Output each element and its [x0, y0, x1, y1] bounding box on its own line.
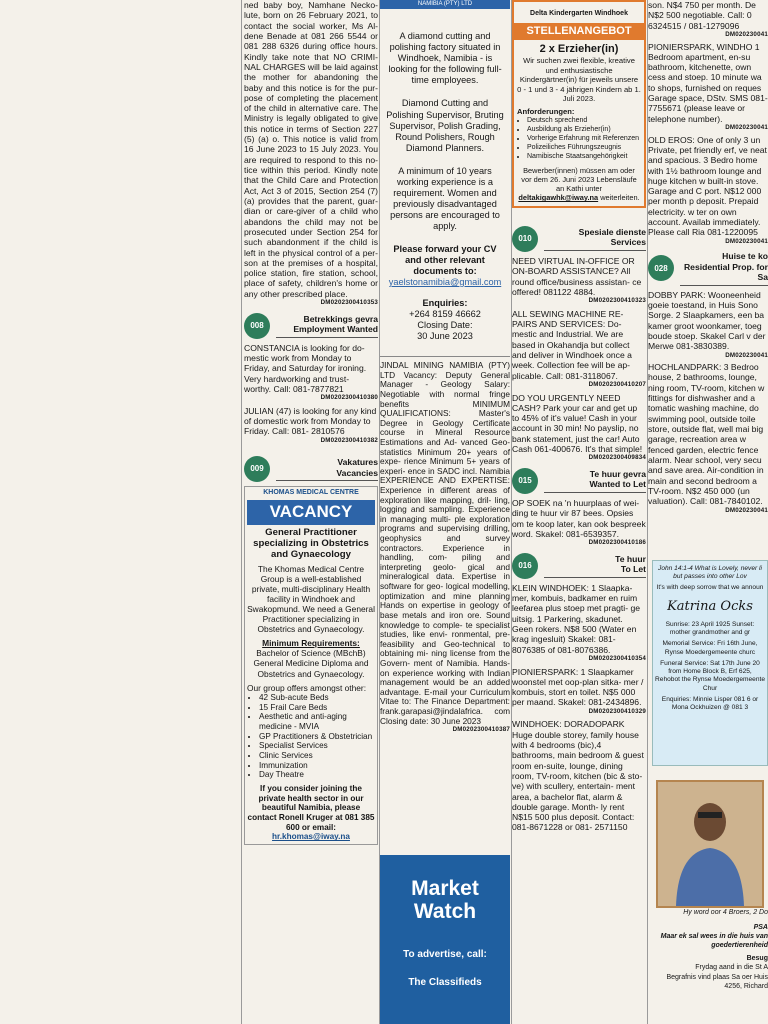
erzieher-body: Wir suchen zwei flexible, kreative und enthusiastische Kindergärtner(in) für jeweils unsere 0 - 1 und 3 - 4 jährigen Kindern ab 1. Juli 2023.	[517, 56, 641, 104]
section-number: 028	[648, 255, 674, 281]
ad-code: DM0202300409834	[588, 454, 646, 462]
memorial-notice	[652, 560, 768, 766]
abandoned-baby-notice: ned baby boy, Namhane Necko- lute, born on 26 February 2021, to contact the social worker, Ms Al- dene Benade at 081 266 5544 or 081 288 6326 during office hours. Kindly take note that NO CRIMI- NAL CHARGES will be laid against the mother for abandoning the baby and this notice is for the pur- pose of completing the placement of the child in alternative care. The Ministry is legally obligated to give this notice in terms of Section 227 (5) (a) o. This notice is valid from 16 June 2023 to 15 July 2023. You are required to respond to this no- tice within this period. Kindly note that the Child Care and Protection Act, Act 3 of 2015, Section 254 (7) (a) provides that the parent, guar- dian or care-giver of a child who abandons the child may not be prosecuted under Section 254 for such abandonment if the child is left in the physical control of a per- son at the premises of a hospital, police station, fire station, school, place of safety, children's home or any other prescribed place.	[244, 0, 378, 299]
ad-code: DM0202300410382	[320, 436, 378, 444]
stellenangebot-banner: STELLENANGEBOT	[514, 23, 644, 40]
section-title: Spesiale dienste Services	[544, 227, 646, 251]
requirements-list	[517, 116, 641, 161]
diamond-date: 30 June 2023	[417, 331, 473, 342]
ad-code: DM0202300410354	[588, 654, 646, 662]
section-title: Betrekkings gevra Employment Wanted	[276, 314, 378, 338]
diamond-closing: Closing Date:	[417, 320, 473, 330]
requirements-heading: Anforderungen:	[517, 106, 575, 116]
notice-fry: Frydag aand in die St A	[695, 964, 768, 972]
kindergarten-email[interactable]: deltakigawhk@iway.na	[518, 193, 599, 203]
memorial-subtitle: It's with deep sorrow that we announ	[656, 584, 764, 592]
offer-item: • Immunization	[259, 761, 375, 771]
ad-huurplaas: OP SOEK na 'n huurplaas of wei- ding te huur vir 87 bees. Opsies om te koop later, kan ook bespreek word. Skakel: 081-6539357.	[512, 497, 646, 539]
offer-item: • GP Practitioners & Obstetrician	[259, 732, 375, 742]
memorial-funeral: Funeral Service: Sat 17th June 20 from Home Block B, Erf 625, Rehobot the Rynse Moedergemeente Chur	[655, 659, 765, 692]
ad-code: DM020230041	[725, 506, 768, 514]
kindergarten-name: Delta Kindergarten Windhoek	[530, 10, 628, 17]
ad-top: son. N$4 750 per month. De N$2 500 negotiable. Call: 0 6324515 / 081-1279096	[648, 0, 756, 31]
diamond-enquiries: Enquiries:	[422, 297, 468, 308]
vacancy-email[interactable]: hr.khomas@iway.na	[272, 832, 350, 842]
vacancy-title: General Practitioner specializing in Obstetrics and Gynaecology	[253, 526, 369, 560]
offers-heading: Our group offers amongst other:	[247, 682, 367, 693]
market-watch-cta: To advertise, call:	[403, 949, 487, 961]
vacancy-banner: VACANCY	[247, 500, 375, 525]
khomas-logo: KHOMAS MEDICAL CENTRE	[263, 489, 359, 497]
section-010	[512, 226, 646, 252]
kindergarten-ad	[512, 0, 646, 208]
notice-verse: Maar ek sal wees in die huis van goedertierenheid	[660, 933, 768, 950]
notice-besug: Besug	[746, 955, 768, 963]
ad-code: DM020230041	[725, 124, 768, 131]
column-3	[380, 0, 510, 989]
section-015	[512, 468, 646, 494]
ad-old-eros: OLD EROS: One of only 3 un Private, pet friendly erf, ve neat and spacious. 3 Bedro home with 1½ bathroom lounge and huge kitchen w built-in stove. Garage and C port. N$12 000 per month p deposit. Prepaid electricity. w ter on own account. Availab immediately. Please call Ria 081-1220095	[648, 134, 767, 238]
section-number: 015	[512, 468, 538, 494]
ad-cash: DO YOU URGENTLY NEED CASH? Park your car and get up to 45% of it's value! Cash in your account in 30 min! No payslip, no bank statement, just the car! Auto Cash 061-400676. It's that simple!	[512, 392, 643, 455]
offer-item: • 15 Frail Care Beds	[259, 703, 375, 713]
ad-klein-windhoek: KLEIN WINDHOEK: 1 Slaapka- mer, kombuis, badkamer en ruim leefarea plus stoep met pragti- ge uitsig. 1 Parkering, skadunet. Geen rokers. N$8 500 (Water en krag ingesluit) Skakel: 081- 8076385 of 081-8076386.	[512, 582, 641, 655]
section-number: 008	[244, 313, 270, 339]
diamond-roles: Diamond Cutting and Polishing Supervisor, Bruting Supervisor, Polish Grading, Round Polishers, Rough Diamond Planners.	[386, 98, 504, 153]
offers-list	[247, 693, 375, 780]
requirement-item: • Ausbildung als Erzieher(in)	[527, 125, 641, 134]
section-number: 009	[244, 456, 270, 482]
requirement-item: • Deutsch sprechend	[527, 116, 641, 125]
ad-code: DM0202300410323	[588, 297, 646, 305]
section-016	[512, 553, 646, 579]
section-title: Te huur To Let	[544, 554, 646, 578]
ad-code: DM0202300410186	[588, 539, 646, 547]
ad-pionierspark-windhoek: PIONIERSPARK, WINDHO 1 Bedroom apartment, en-su bathroom, kitchenette, own cess and stoep. 10 minute wa to shops, furnished on reques Garage space, DStv. SMS 081-7755671 (please leave or telephone number).	[648, 41, 768, 124]
offer-item: • 42 Sub-acute Beds	[259, 693, 375, 703]
requirements-heading: Minimum Requirements:	[262, 638, 360, 649]
ad-code: DM020230041	[725, 351, 768, 359]
ad-code: DM0202300410380	[320, 394, 378, 402]
ad-code: DM020230041	[725, 237, 768, 245]
market-watch-ad	[380, 855, 510, 1024]
ad-code: DM0202300410207	[588, 380, 646, 388]
offer-item: • Day Theatre	[259, 770, 375, 780]
notice-beg: Begrafnis vind plaas Sa oer Huis 4256, Richard	[666, 973, 768, 990]
column-2	[244, 0, 378, 845]
portrait-photo	[656, 780, 764, 908]
ad-code: DM020230041	[725, 30, 768, 38]
ad-code: DM0202300410353	[320, 299, 378, 307]
requirements: Bachelor of Science (MBchB) General Medicine Diploma and Obstetrics and Gynaecology.	[253, 648, 369, 679]
notice-psa: PSA	[753, 924, 768, 932]
section-008	[244, 313, 378, 339]
offer-item: • Clinic Services	[259, 751, 375, 761]
requirement-item: • Polizeiliches Führungszeugnis	[527, 143, 641, 152]
ad-dobby-park: DOBBY PARK: Wooneenheid goeie toestand, in Huis Sono Sorge. 2 Slaapkamers, een ba kamer groot woonkamer, toeg boude stoep. Skakel Carl v der Merwe 081-3830389.	[648, 289, 766, 352]
diamond-phone: +264 8159 46662	[409, 308, 481, 319]
section-title: Huise te ko Residential Prop. for Sa	[680, 251, 768, 285]
khomas-vacancy-ad	[244, 486, 378, 845]
memorial-enquiries: Enquiries: Minnie Lisper 081 6 or Mona Ockhuizen @ 081 3	[661, 695, 759, 712]
memorial-role: mother grandmother and gr	[669, 629, 751, 637]
vacancy-contact: If you consider joining the private health sector in our beautiful Namibia, please contact Ronell Kruger at 081 385 600 or email:	[247, 783, 375, 832]
vacancy-body: The Khomas Medical Centre Group is a well-established private, multi-disciplinary Health facility in Windhoek and Swakopmund. We need a General Practitioner specializing in Obstetrics and Gynaecology.	[247, 563, 375, 635]
memorial-service: Memorial Service: Fri 16th June, Rynse Moedergemeente churc	[662, 640, 758, 656]
memorial-verse: John 14:1-4 What is Lovely, never li but passes into other Lov	[658, 565, 762, 581]
ad-code: DM0202300410387	[452, 726, 510, 734]
column-5	[648, 0, 768, 990]
section-title: Vakatures Vacancies	[276, 457, 378, 481]
offer-item: • Specialist Services	[259, 741, 375, 751]
diamond-top-bar: NAMIBIA (PTY) LTD	[380, 0, 510, 9]
ad-doradopark: WINDHOEK: DORADOPARK Huge double storey, family house with 4 bedrooms (bic),4 bathrooms, main bedroom & guest room en-suite, lounge, dining room, TV-room, kitchen (bic & sto- ve) with scullery, entertain- ment area, a bachelor flat, alarm & double garage. Month- ly rent N$15 500 plus deposit. Contact: 081-8671228 or 081- 2571150	[512, 719, 644, 833]
person-photo	[658, 782, 762, 906]
diamond-intro: A diamond cutting and polishing factory situated in Windhoek, Namibia - is looking for the following full-time employees.	[388, 31, 502, 86]
memorial-name: Katrina Ocks	[667, 598, 753, 614]
requirement-item: • Vorherige Erfahrung mit Referenzen	[527, 134, 641, 143]
ad-julian: JULIAN (47) is looking for any kind of domestic work from Monday to Friday. Call: 081- 2810576	[244, 405, 377, 437]
section-number: 016	[512, 553, 538, 579]
offer-item: • Aesthetic and anti-aging medicine - MVIA	[259, 712, 375, 731]
requirement-item: • Namibische Staatsangehörigkeit	[527, 152, 641, 161]
section-title: Te huur gevra Wanted to Let	[544, 469, 646, 493]
ad-virtual-assistance: NEED VIRTUAL IN-OFFICE OR ON-BOARD ASSISTANCE? All round office/business assistan- ce offered! 081122 4884.	[512, 255, 642, 297]
market-watch-title: Market Watch	[411, 877, 479, 924]
diamond-ad	[380, 9, 510, 342]
application-text: Bewerber(innen) müssen am oder vor dem 26. Juni 2023 Lebensläufe an Kathi unter deltakigawhk@iway.na weiterleiten.	[518, 166, 640, 203]
death-notice-text	[652, 908, 768, 991]
erzieher-title: 2 x Erzieher(in)	[539, 42, 619, 55]
ad-hochlandpark: HOCHLANDPARK: 3 Bedroo house, 2 bathrooms, lounge, ning room, TV-room, kitchen w fittings for dishwasher and a tomatic washing machine, do swimming pool, outside toile store, outside flat, well mai big garage, recreation area w fenced garden, electric fence alarm. Near school, very secu and save area. Air-condition in main and second bedroom a TV-room. N$2 450 000 (un valuation). Call: 081-7840102.	[648, 362, 765, 507]
ad-constancia: CONSTANCIA is looking for do- mestic work from Monday to Friday, and Saturday for ironing. Very hardworking and trust- worthy. Call: 081-7877821	[244, 342, 367, 394]
jindal-ad: JINDAL MINING NAMIBIA (PTY) LTD Vacancy: Deputy General Manager - Geology Salary: Negotiable with normal fringe benefits MINIMUM QUALIFICATIONS: Master's Degree in Geology Certificate course in Mineral Resource Estimations and Ad- vanced Geo-statistics Minimum 20+ years of expe- rience Minimum 5+ years of experi- ence in SADC incl. Namibia EXPERIENCE AND EXPERTISE: Experience in different areas of exploration like mapping, dril- ling, logging and sampling. Experience in managing multi- ple exploration programs and supervising drilling, geophysics and survey contractors. Experience in handling, com- piling and interpreting geolo- gical and mineralogical data. Expertise in software for geo- logical modelling, optimization and mine planning Hands on expertise in geology of base metals and iron ore. Sound knowledge to comple- te specialist studies, like envi- ronmental, pre-feasibility and Geo-technical to obtaining mi- ning license from the Govern- ment of Namibia. Hands-on experience working with Indian management would be an added advantage. E-mail your Curriculum Vitae to: The Finance Department: frank.garapasi@jindalafrica. com Closing date: 30 June 2023	[380, 356, 510, 726]
section-009	[244, 456, 378, 482]
section-028	[648, 251, 768, 285]
section-number: 010	[512, 226, 538, 252]
diamond-email[interactable]: yaelstonamibia@gmail.com	[388, 276, 502, 287]
diamond-requirements: A minimum of 10 years working experience is a requirement. Women and previously disadvantaged persons are encouraged to apply.	[390, 165, 500, 231]
ad-pionierspark: PIONIERSPARK: 1 Slaapkamer woonstel met oop-plan sitka- mer / kombuis, stort en toilet. N$5 000 per maand. Skakel: 081-2434896.	[512, 666, 644, 708]
memorial-dates: Sunrise: 23 April 1925 Sunset:	[665, 620, 755, 628]
ad-sewing: ALL SEWING MACHINE RE- PAIRS AND SERVICES: Do- mestic and Industrial. We are based in Okahandja but collect and deliver in Windhoek once a week. Collection fee will be ap- plicable. Call: 081-3118067.	[512, 308, 632, 381]
diamond-forward: Please forward your CV and other relevant documents to:	[393, 243, 497, 276]
notice-line: Hy word oor 4 Broers, 2 Do	[683, 909, 768, 916]
column-4	[512, 0, 646, 833]
market-watch-classifieds: The Classifieds	[408, 977, 482, 989]
ad-code: DM0202300410329	[588, 707, 646, 715]
